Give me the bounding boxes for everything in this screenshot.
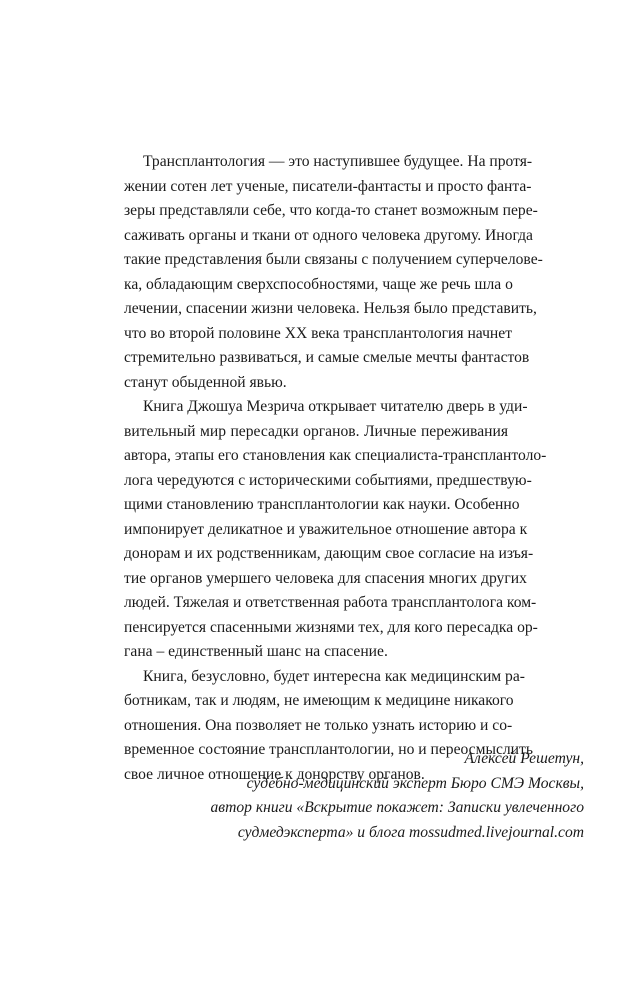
text-line: стремительно развиваться, и самые смелые мечты фантастов bbox=[124, 349, 530, 366]
text-line: жении сотен лет ученые, писатели-фантасты и просто фанта- bbox=[124, 177, 532, 195]
text-line: зеры представляли себе, что когда-то станет возможным пере- bbox=[124, 202, 538, 219]
author-name: Алексей Решетун, bbox=[464, 750, 584, 767]
text-line: станут обыденной явью. bbox=[124, 373, 287, 391]
author-title: судебно-медицинский эксперт Бюро СМЭ Москвы, bbox=[246, 774, 584, 792]
text-line: временное состояние трансплантологии, но и переосмыслить bbox=[124, 741, 533, 758]
author-blog: судмедэксперта» и блога mossudmed.livejournal.com bbox=[237, 823, 584, 841]
text-line: ботникам, так и людям, не имеющим к медицине никакого bbox=[124, 692, 514, 709]
text-line: щими становлению трансплантологии как науки. Особенно bbox=[124, 496, 520, 513]
text-line: тие органов умершего человека для спасения многих других bbox=[124, 569, 527, 587]
text-line: людей. Тяжелая и ответственная работа трансплантолога ком- bbox=[124, 594, 537, 611]
text-line: свое личное отношение к донорству органов. bbox=[124, 765, 425, 783]
text-line: донорам и их родственникам, дающим свое согласие на изъя- bbox=[124, 545, 534, 562]
text-line: отношения. Она позволяет не только узнать историю и со- bbox=[124, 716, 513, 734]
paragraph-1 bbox=[124, 150, 543, 395]
text-line: Трансплантология — это наступившее будущее. На протя- bbox=[143, 153, 533, 170]
text-line: пенсируется спасенными жизнями тех, для кого пересадка ор- bbox=[124, 618, 538, 636]
paragraph-2 bbox=[124, 395, 547, 665]
text-line: лечении, спасении жизни человека. Нельзя было представить, bbox=[124, 300, 537, 317]
text-line: вительный мир пересадки органов. Личные переживания bbox=[124, 422, 508, 440]
attribution-block bbox=[64, 747, 584, 845]
text-line: такие представления были связаны с получением суперчелове- bbox=[124, 251, 543, 268]
text-line: импонирует деликатное и уважительное отношение автора к bbox=[124, 520, 528, 538]
text-line: саживать органы и ткани от одного человека другому. Иногда bbox=[124, 226, 533, 244]
author-book: автор книги «Вскрытие покажет: Записки увлеченного bbox=[210, 799, 584, 816]
text-line: Книга, безусловно, будет интересна как медицинским ра- bbox=[143, 667, 525, 685]
text-line: автора, этапы его становления как специалиста-трансплантоло- bbox=[124, 447, 547, 464]
text-line: лога чередуются с историческими событиями, предшествую- bbox=[124, 471, 532, 489]
text-line: гана – единственный шанс на спасение. bbox=[124, 643, 388, 660]
text-line: ка, обладающим сверхспособностями, чаще же речь шла о bbox=[124, 275, 513, 293]
text-line: что во второй половине XX века трансплантология начнет bbox=[124, 324, 513, 342]
text-line: Книга Джошуа Мезрича открывает читателю дверь в уди- bbox=[143, 398, 528, 415]
